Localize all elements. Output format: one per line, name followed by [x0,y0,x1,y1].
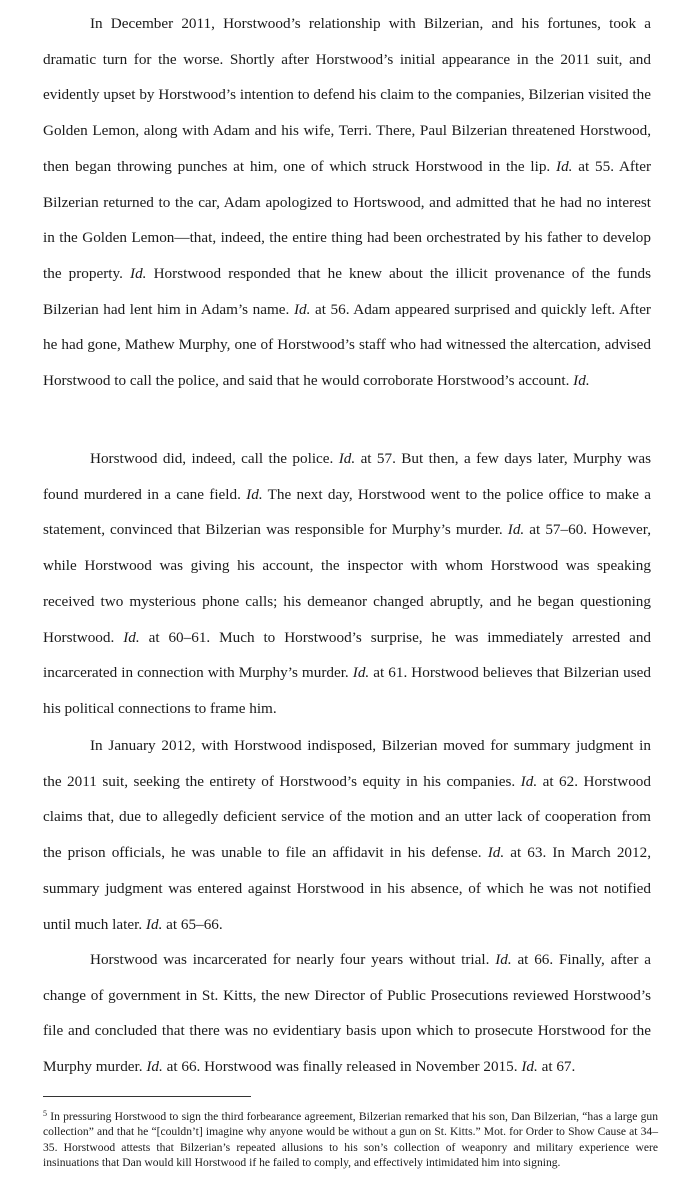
text-run: In January 2012, with Horstwood indisposed, Bilzerian moved for summary judgment in the 2011 suit, seeking the entirety of Horstwood’s equity in his companies. [43,737,651,790]
paragraph-2 [43,441,651,727]
text-run: at 61. Horstwood believes that Bilzerian used his political connections to frame him. [43,664,651,717]
footnote [43,1106,658,1171]
paragraph-3 [43,728,651,942]
text-run: at 67. [537,1058,576,1076]
paragraph-1 [43,6,651,399]
paragraph-4 [43,942,651,1085]
citation-id: Id. [573,372,590,390]
text-run: at 60–61. Much to Horstwood’s surprise, he was immediately arrested and incarcerated in connection with Murphy’s murder. [43,628,652,682]
text-run: In December 2011, Horstwood’s relationship with Bilzerian, and his fortunes, took a dramatic turn for the worse. Shortly after Horstwood’s initial appearance in the 2011 suit, and evidently upset by Horstwood’s intention to defend his claim to the companies, Bilzerian visited the Golden Lemon, along with Adam and his wife, Terri. There, Paul Bilzerian threatened Horstwood, then began throwing punches at him, one of which struck Horstwood in the lip. [43,15,651,175]
text-run: at 57–60. However, while Horstwood was giving his account, the inspector with whom Horstwood was speaking received two mysterious phone calls; his demeanor changed abruptly, and he began questioning Horstwood. [43,521,651,646]
citation-id: Id. [130,264,147,282]
text-run: at 62. Horstwood claims that, due to allegedly deficient service of the motion and an utter lack of cooperation from the prison officials, he was unable to file an affidavit in his defense. [43,772,651,862]
citation-id: Id. [146,1058,163,1076]
citation-id: Id. [246,485,263,503]
text-run: The next day, Horstwood went to the police office to make a statement, convinced that Bilzerian was responsible for Murphy’s murder. [43,485,651,539]
text-run: at 63. In March 2012, summary judgment was entered against Horstwood in his absence, of which he was not notified until much later. [43,844,651,933]
footnote-text: In pressuring Horstwood to sign the third forbearance agreement, Bilzerian remarked that his son, Dan Bilzerian, “has a large gun collection” and that he “[couldn’t] imagine why anyone would be without a gun on St. Kitts.” Mot. for Order to Show Cause at 34–35. Horstwood attests that Bilzerian’s repeated allusions to his son’s collection of weaponry and military experience were insinuations that Dan would kill Horstwood if he failed to comply, and effectively intimidated him into signing. [43,1110,658,1170]
footnote-divider [43,1096,251,1097]
text-run: at 66. Horstwood was finally released in November 2015. [162,1058,522,1076]
citation-id: Id. [495,951,512,968]
citation-id: Id. [123,628,140,646]
citation-id: Id. [520,772,538,790]
text-run: Horstwood was incarcerated for nearly four years without trial. [90,951,496,968]
text-run: at 65–66. [162,915,223,933]
citation-id: Id. [556,157,573,175]
text-run: at 66. Finally, after a change of government in St. Kitts, the new Director of Public Prosecutions reviewed Horstwood’s file and concluded that there was no evidentiary basis upon which to prosecute Horstwood for the Murphy murder. [43,951,651,1076]
text-run: at 56. Adam appeared surprised and quickly left. After he had gone, Mathew Murphy, one of Horstwood’s staff who had witnessed the altercation, advised Horstwood to call the police, and said that he would corroborate Horstwood’s account. [43,300,651,390]
citation-id: Id. [293,300,311,318]
citation-id: Id. [487,844,505,862]
footnote-marker: 5 [43,1109,47,1118]
text-run: at 57. But then, a few days later, Murphy was found murdered in a cane field. [43,450,651,503]
text-run: Horstwood did, indeed, call the police. [90,450,339,467]
text-run: at 55. After Bilzerian returned to the car, Adam apologized to Hortswood, and admitted that he had no interest in the Golden Lemon—that, indeed, the entire thing had been orchestrated by his father to develop the property. [43,157,651,282]
citation-id: Id. [507,521,525,539]
citation-id: Id. [338,450,356,467]
citation-id: Id. [352,664,370,682]
citation-id: Id. [521,1058,538,1076]
citation-id: Id. [145,915,163,933]
text-run: Horstwood responded that he knew about the illicit provenance of the funds Bilzerian had lent him in Adam’s name. [43,264,651,318]
